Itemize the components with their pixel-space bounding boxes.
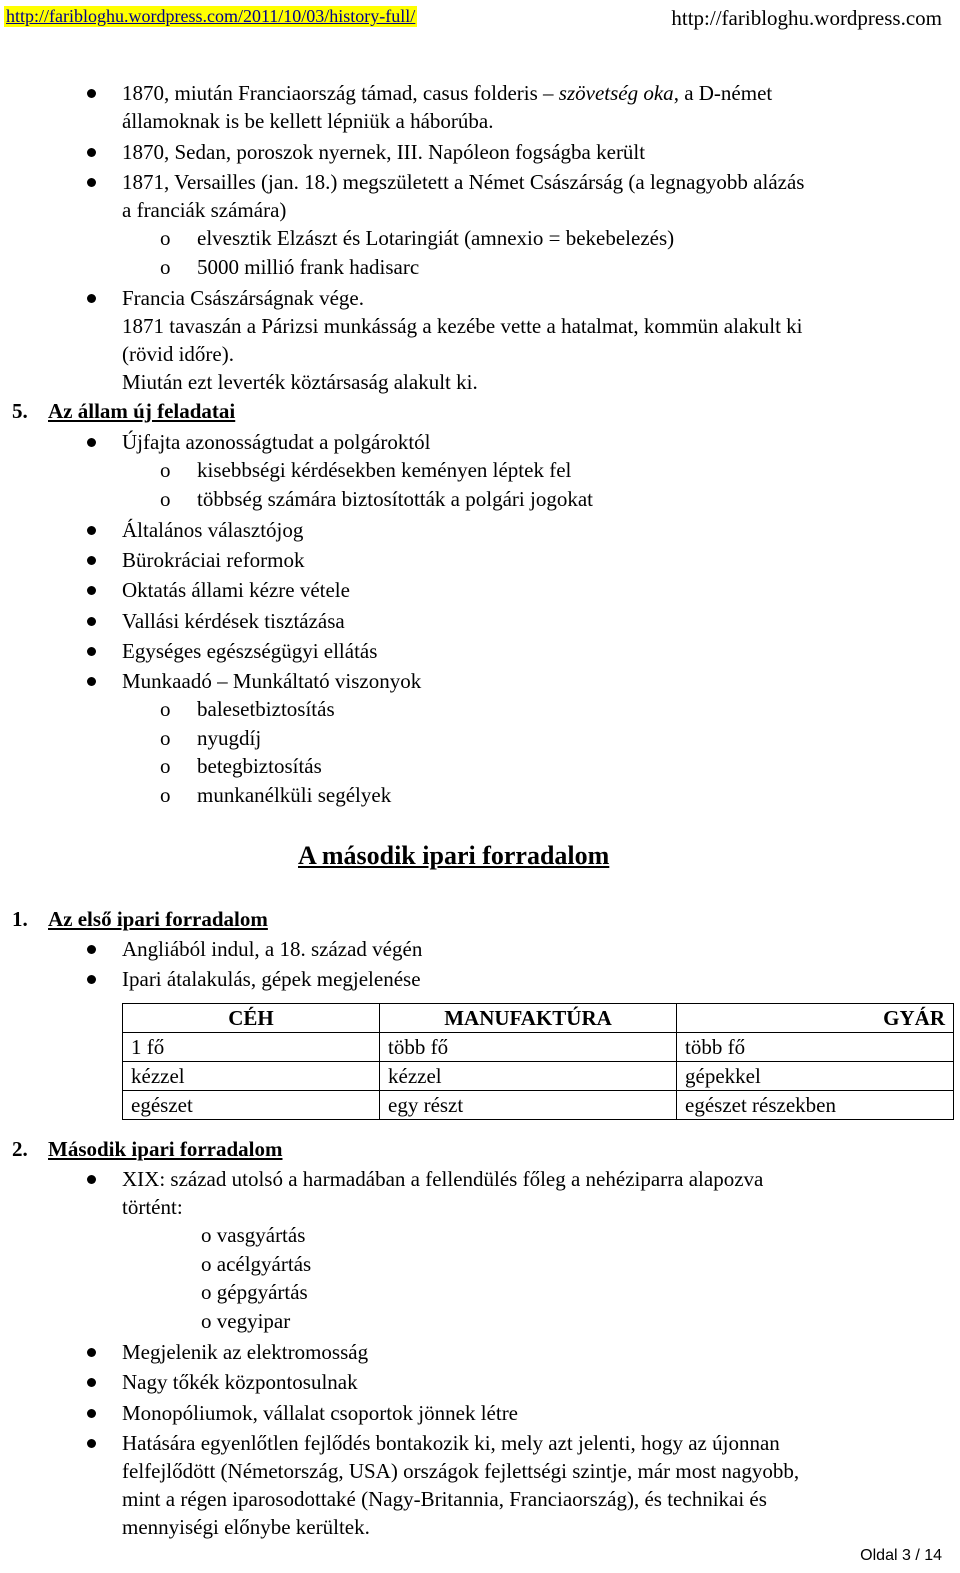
table-header-cell: CÉH bbox=[123, 1004, 380, 1033]
bullet-icon bbox=[87, 945, 96, 954]
bullet-icon bbox=[87, 1439, 96, 1448]
bullet-icon bbox=[87, 526, 96, 535]
bullet-icon bbox=[87, 556, 96, 565]
sub-item: o vegyipar bbox=[201, 1309, 291, 1333]
section-number: 5. bbox=[12, 399, 28, 423]
bullet-icon bbox=[87, 617, 96, 626]
table-cell: gépekkel bbox=[677, 1062, 954, 1091]
bullet-icon bbox=[87, 1409, 96, 1418]
list-item: Angliából indul, a 18. század végén bbox=[122, 937, 423, 961]
table-row bbox=[123, 1091, 954, 1120]
section-number: 2. bbox=[12, 1137, 28, 1161]
list-item-cont: 1871 tavaszán a Párizsi munkásság a kezébe vette a hatalmat, kommün alakult ki bbox=[122, 314, 803, 338]
bullet-icon bbox=[87, 1348, 96, 1357]
table-cell: egy részt bbox=[380, 1091, 677, 1120]
bullet-icon bbox=[87, 1175, 96, 1184]
sub-item: o acélgyártás bbox=[201, 1252, 312, 1276]
list-item: 1870, Sedan, poroszok nyernek, III. Napóleon fogságba került bbox=[122, 140, 646, 164]
bullet-icon bbox=[87, 586, 96, 595]
list-item: Nagy tőkék központosulnak bbox=[122, 1370, 358, 1394]
sub-item: 5000 millió frank hadisarc bbox=[197, 255, 420, 279]
list-item-cont: a franciák számára) bbox=[122, 198, 287, 222]
list-item: Bürokráciai reformok bbox=[122, 548, 305, 572]
sub-bullet: o bbox=[160, 697, 171, 721]
list-item: Általános választójog bbox=[122, 518, 304, 542]
sub-item: többség számára biztosították a polgári jogokat bbox=[197, 487, 593, 511]
header-site: http://faribloghu.wordpress.com bbox=[671, 6, 942, 30]
bullet-icon bbox=[87, 647, 96, 656]
sub-bullet: o bbox=[160, 783, 171, 807]
list-item-cont: Miután ezt leverték köztársaság alakult ki. bbox=[122, 370, 478, 394]
page-number: Oldal 3 / 14 bbox=[860, 1547, 942, 1564]
sub-item: balesetbiztosítás bbox=[197, 697, 335, 721]
sub-item: o vasgyártás bbox=[201, 1223, 306, 1247]
list-item: Egységes egészségügyi ellátás bbox=[122, 639, 378, 663]
table-header-cell: GYÁR bbox=[677, 1004, 954, 1033]
bullet-icon bbox=[87, 148, 96, 157]
bullet-icon bbox=[87, 89, 96, 98]
bullet-icon bbox=[87, 438, 96, 447]
sub-bullet: o bbox=[160, 255, 171, 279]
bullet-icon bbox=[87, 1378, 96, 1387]
sub-item: betegbiztosítás bbox=[197, 754, 322, 778]
list-item-cont: felfejlődött (Németország, USA) országok fejlettségi szintje, már most nagyobb, bbox=[122, 1459, 800, 1483]
table-row bbox=[123, 1033, 954, 1062]
table-cell: 1 fő bbox=[123, 1033, 380, 1062]
list-item: Hatására egyenlőtlen fejlődés bontakozik ki, mely azt jelenti, hogy az újonnan bbox=[122, 1431, 780, 1455]
table-cell: kézzel bbox=[123, 1062, 380, 1091]
sub-bullet: o bbox=[160, 726, 171, 750]
section-title: Második ipari forradalom bbox=[48, 1137, 283, 1161]
header-link[interactable]: http://faribloghu.wordpress.com/2011/10/03/history-full/ bbox=[6, 6, 416, 26]
list-item: 1871, Versailles (jan. 18.) megszületett a Német Császárság (a legnagyobb alázás bbox=[122, 170, 805, 194]
table-cell: több fő bbox=[380, 1033, 677, 1062]
sub-item: nyugdíj bbox=[197, 726, 262, 750]
section-title: Az első ipari forradalom bbox=[48, 907, 268, 931]
list-item: Monopóliumok, vállalat csoportok jönnek létre bbox=[122, 1401, 519, 1425]
sub-bullet: o bbox=[160, 487, 171, 511]
sub-item: o gépgyártás bbox=[201, 1280, 308, 1304]
list-item-cont: mint a régen iparosodottaké (Nagy-Britannia, Franciaország), és technikai és bbox=[122, 1487, 767, 1511]
table-cell: több fő bbox=[677, 1033, 954, 1062]
list-item: XIX: század utolsó a harmadában a fellendülés főleg a nehéziparra alapozva bbox=[122, 1167, 764, 1191]
page-title: A második ipari forradalom bbox=[298, 841, 610, 870]
list-item: Oktatás állami kézre vétele bbox=[122, 578, 350, 602]
bullet-icon bbox=[87, 677, 96, 686]
table-header-cell: MANUFAKTÚRA bbox=[380, 1004, 677, 1033]
list-item-cont: államoknak is be kellett lépniük a háborúba. bbox=[122, 109, 494, 133]
list-item: Ipari átalakulás, gépek megjelenése bbox=[122, 967, 421, 991]
sub-bullet: o bbox=[160, 754, 171, 778]
list-item-cont: (rövid időre). bbox=[122, 342, 234, 366]
list-item-cont: történt: bbox=[122, 1195, 183, 1219]
list-item: Vallási kérdések tisztázása bbox=[122, 609, 345, 633]
list-item: Újfajta azonosságtudat a polgároktól bbox=[122, 430, 431, 454]
list-item: Megjelenik az elektromosság bbox=[122, 1340, 369, 1364]
section-number: 1. bbox=[12, 907, 28, 931]
section-title: Az állam új feladatai bbox=[48, 399, 236, 423]
table-cell: kézzel bbox=[380, 1062, 677, 1091]
bullet-icon bbox=[87, 294, 96, 303]
bullet-icon bbox=[87, 178, 96, 187]
table-header-row bbox=[123, 1004, 954, 1033]
table-cell: egészet bbox=[123, 1091, 380, 1120]
list-item: Francia Császárságnak vége. bbox=[122, 286, 364, 310]
comparison-table bbox=[122, 1003, 954, 1120]
list-item-cont: mennyiségi előnybe kerültek. bbox=[122, 1515, 370, 1539]
sub-bullet: o bbox=[160, 458, 171, 482]
bullet-icon bbox=[87, 975, 96, 984]
sub-bullet: o bbox=[160, 226, 171, 250]
table-row bbox=[123, 1062, 954, 1091]
table-cell: egészet részekben bbox=[677, 1091, 954, 1120]
sub-item: munkanélküli segélyek bbox=[197, 783, 392, 807]
sub-item: elvesztik Elzászt és Lotaringiát (amnexio = bekebelezés) bbox=[197, 226, 675, 250]
sub-item: kisebbségi kérdésekben keményen léptek fel bbox=[197, 458, 572, 482]
list-item: 1870, miután Franciaország támad, casus folderis – szövetség oka, a D-német bbox=[122, 81, 773, 105]
list-item: Munkaadó – Munkáltató viszonyok bbox=[122, 669, 422, 693]
